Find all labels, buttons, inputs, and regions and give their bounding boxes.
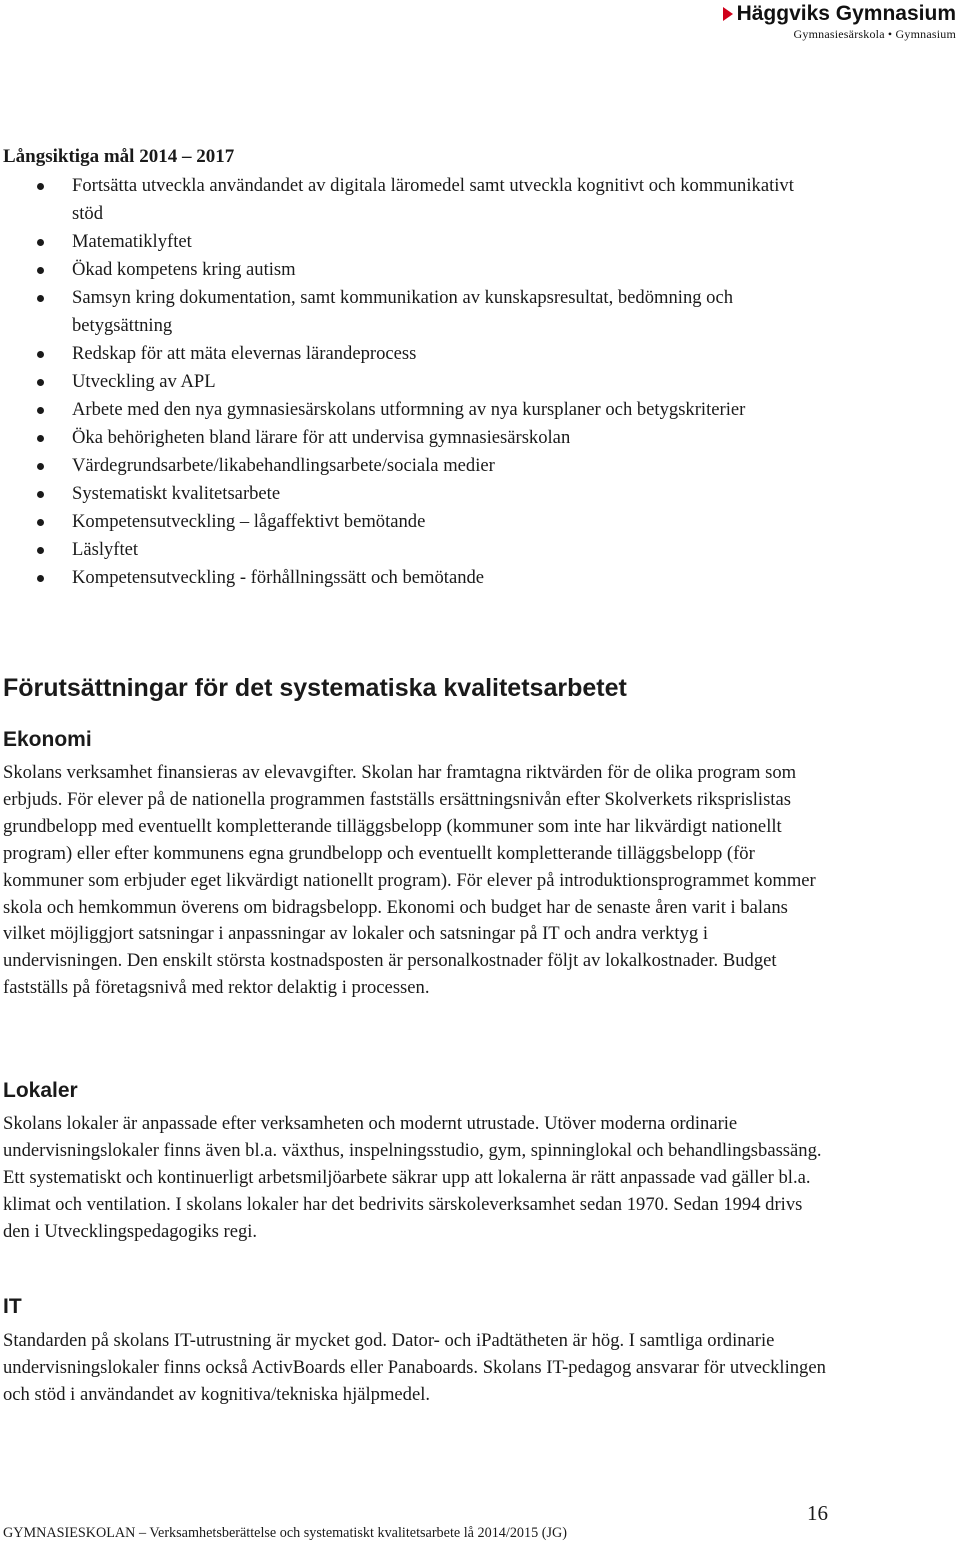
- goal-item: [0, 564, 820, 592]
- goal-item-text: Matematiklyftet: [72, 231, 192, 252]
- goal-item: [0, 340, 820, 368]
- bullet-icon: [37, 435, 44, 442]
- it-heading: IT: [3, 1295, 22, 1318]
- page-number: 16: [807, 1501, 828, 1525]
- bullet-icon: [37, 351, 44, 358]
- goal-item-text: Läslyftet: [72, 539, 139, 560]
- goal-item-text: Redskap för att mäta elevernas lärandeprocess: [72, 343, 417, 364]
- goal-item-text: Ökad kompetens kring autism: [72, 259, 296, 280]
- bullet-icon: [37, 379, 44, 386]
- goal-item: [0, 480, 820, 508]
- goal-item: [0, 536, 820, 564]
- goals-list: [0, 172, 820, 592]
- goal-item-text: Kompetensutveckling – lågaffektivt bemötande: [72, 511, 426, 532]
- logo-name: Häggviks Gymnasium: [736, 2, 956, 25]
- bullet-icon: [37, 295, 44, 302]
- it-text: Standarden på skolans IT-utrustning är mycket god. Dator- och iPadtätheten är hög. I samtliga ordinarie undervisningslokaler finns också ActivBoards eller Panaboards. Skolans IT-pedagog ansvarar för utvecklingen och stöd i användandet av kognitiva/tekniska hjälpmedel.: [3, 1330, 826, 1405]
- goal-item-text: Systematiskt kvalitetsarbete: [72, 483, 281, 504]
- goal-item-text: Öka behörigheten bland lärare för att undervisa gymnasiesärskolan: [72, 427, 571, 448]
- goal-item: [0, 368, 820, 396]
- goal-item: [0, 396, 820, 424]
- logo-subtitle: Gymnasiesärskola • Gymnasium: [793, 27, 956, 41]
- bullet-icon: [37, 183, 44, 190]
- bullet-icon: [37, 575, 44, 582]
- goal-item: [0, 284, 820, 340]
- goal-item-text: Värdegrundsarbete/likabehandlingsarbete/sociala medier: [72, 455, 495, 476]
- bullet-icon: [37, 267, 44, 274]
- ekonomi-heading: Ekonomi: [3, 728, 92, 751]
- goal-item: [0, 228, 820, 256]
- bullet-icon: [37, 547, 44, 554]
- goal-item-text: Utveckling av APL: [72, 371, 216, 392]
- goal-item-text: Arbete med den nya gymnasiesärskolans utformning av nya kursplaner och betygskriterier: [72, 399, 746, 420]
- section-title: Förutsättningar för det systematiska kvalitetsarbetet: [3, 674, 627, 702]
- ekonomi-text: Skolans verksamhet finansieras av elevavgifter. Skolan har framtagna riktvärden för de olika program som erbjuds. För elever på de nationella programmen fastställs ersättningsnivån efter Skolverkets riksprislistas grundbelopp med eventuellt kompletterande tilläggsbelopp (kommuner som inte har likvärdigt nationellt program) eller efter kommunens egna grundbelopp och eventuellt kompletterande tilläggsbelopp (för kommuner som erbjuder eget likvärdigt nationellt program). För elever på introduktionsprogrammet kommer skola och hemkommun överens om bidragsbelopp. Ekonomi och budget har de senaste åren varit i balans vilket möjliggjort satsningar i anpassningar av lokaler och satsningar på IT och andra verktyg i undervisningen. Den enskilt största kostnadsposten är personalkostnader följt av lokalkostnader. Budget fastställs på företagsnivå med rektor delaktig i processen.: [3, 762, 816, 999]
- goal-item-text: Samsyn kring dokumentation, samt kommunikation av kunskapsresultat, bedömning och betygsättning: [72, 287, 734, 336]
- bullet-icon: [37, 519, 44, 526]
- bullet-icon: [37, 491, 44, 498]
- logo-arrow-icon: [723, 7, 733, 21]
- goal-item: [0, 508, 820, 536]
- goal-item-text: Kompetensutveckling - förhållningssätt och bemötande: [72, 567, 485, 588]
- bullet-icon: [37, 407, 44, 414]
- goal-item: [0, 172, 820, 228]
- bullet-icon: [37, 239, 44, 246]
- lokaler-heading: Lokaler: [3, 1079, 78, 1102]
- footer-text: GYMNASIESKOLAN – Verksamhetsberättelse och systematiskt kvalitetsarbete lå 2014/2015 (JG): [3, 1525, 567, 1541]
- school-logo: [696, 2, 956, 41]
- goals-title: Långsiktiga mål 2014 – 2017: [3, 146, 235, 167]
- goal-item-text: Fortsätta utveckla användandet av digitala läromedel samt utveckla kognitivt och kommunikativt stöd: [72, 175, 794, 224]
- goal-item: [0, 424, 820, 452]
- goal-item: [0, 256, 820, 284]
- lokaler-text: Skolans lokaler är anpassade efter verksamheten och modernt utrustade. Utöver moderna ordinarie undervisningslokaler finns även bl.a. växthus, inspelningsstudio, gym, spinninglokal och behandlingsbassäng. Ett systematiskt och kontinuerligt arbetsmiljöarbete säkrar upp att lokalerna är rätt anpassade vad gäller bl.a. klimat och ventilation. I skolans lokaler har det bedrivits särskoleverksamhet sedan 1970. Sedan 1994 drivs den i Utvecklingspedagogiks regi.: [3, 1113, 822, 1242]
- bullet-icon: [37, 463, 44, 470]
- goal-item: [0, 452, 820, 480]
